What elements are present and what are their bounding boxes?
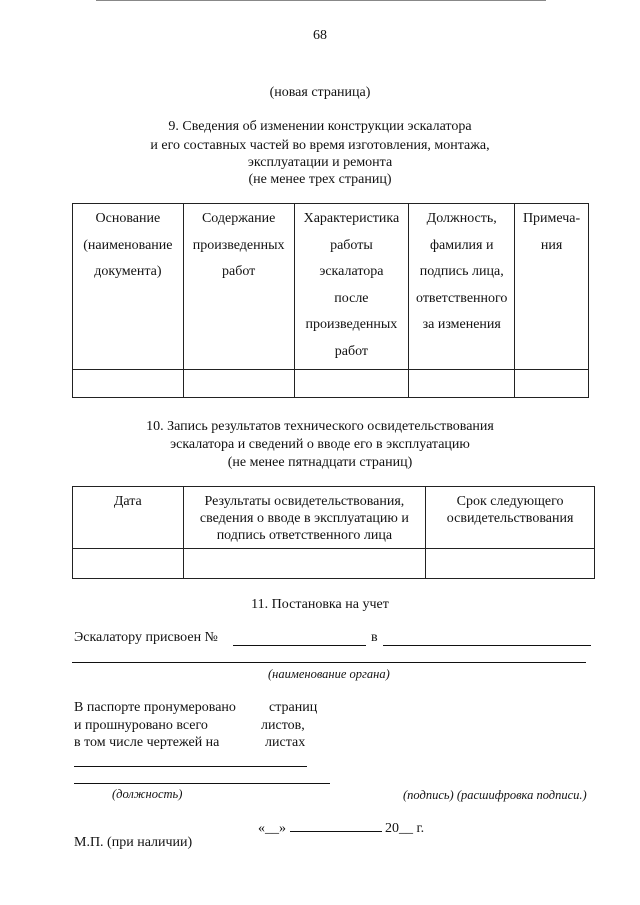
header-text: эскалатора bbox=[319, 264, 384, 279]
sheets-unit: листов, bbox=[261, 718, 305, 733]
drawings-label: в том числе чертежей на bbox=[74, 735, 220, 750]
header-text: освидетельствования bbox=[446, 511, 574, 526]
header-text: ответственного bbox=[416, 290, 508, 306]
table-cell[interactable] bbox=[409, 370, 515, 398]
header-cell-characteristic bbox=[294, 204, 409, 370]
header-text: работ bbox=[334, 343, 369, 359]
header-text: Дата bbox=[113, 494, 142, 509]
header-cell-notes bbox=[515, 204, 589, 370]
header-text: Характеристика bbox=[303, 211, 400, 226]
header-text: после bbox=[334, 290, 369, 306]
section9-title-line: эксплуатации и ремонта bbox=[247, 155, 393, 170]
position-line-2[interactable] bbox=[74, 768, 330, 784]
header-cell-basis bbox=[73, 204, 184, 370]
section9-title-line: 9. Сведения об изменении конструкции эскалатора bbox=[168, 119, 472, 134]
header-text: подпись ответственного лица bbox=[216, 528, 393, 543]
header-text: работы bbox=[330, 237, 373, 253]
section9-title-line: и его составных частей во время изготовления, монтажа, bbox=[150, 138, 490, 153]
header-cell-content bbox=[183, 204, 294, 370]
year-prefix: 20 bbox=[385, 821, 399, 836]
registration-number-field[interactable] bbox=[233, 630, 366, 646]
position-line-1[interactable] bbox=[74, 751, 307, 767]
section10-title-line: (не менее пятнадцати страниц) bbox=[227, 455, 413, 470]
position-caption: (должность) bbox=[112, 787, 183, 801]
year-field[interactable]: __ bbox=[399, 821, 413, 836]
inspection-table bbox=[72, 486, 595, 579]
header-text: ния bbox=[540, 237, 563, 253]
drawing-sheets-unit: листах bbox=[265, 735, 306, 750]
header-text: (наименование bbox=[83, 237, 173, 253]
changes-table bbox=[72, 203, 589, 398]
table-row bbox=[73, 549, 595, 579]
day-field[interactable]: __ bbox=[265, 821, 279, 836]
table-cell[interactable] bbox=[426, 549, 595, 579]
section11-title: 11. Постановка на учет bbox=[251, 597, 389, 612]
header-text: Срок следующего bbox=[456, 494, 564, 509]
date-close-quote: » bbox=[279, 821, 286, 836]
table-cell[interactable] bbox=[183, 370, 294, 398]
header-text: произведенных bbox=[192, 237, 285, 253]
assigned-number-label: Эскалатору присвоен № bbox=[74, 630, 218, 645]
header-cell-next-term bbox=[426, 487, 595, 549]
page-number: 68 bbox=[313, 28, 327, 43]
header-cell-results bbox=[183, 487, 426, 549]
table-row bbox=[73, 370, 589, 398]
pages-unit: страниц bbox=[269, 700, 318, 715]
header-text: документа) bbox=[94, 264, 162, 279]
section9-title-line: (не менее трех страниц) bbox=[248, 172, 392, 187]
header-text: Содержание bbox=[201, 211, 276, 226]
header-text: фамилия и bbox=[429, 237, 494, 253]
section10-title-line: эскалатора и сведений о вводе его в эксплуатацию bbox=[170, 437, 470, 452]
authority-name-field[interactable] bbox=[72, 647, 586, 663]
table-header-row bbox=[73, 204, 589, 370]
table-header-row bbox=[73, 487, 595, 549]
top-border-line bbox=[96, 0, 546, 1]
date-open-quote: « bbox=[258, 821, 265, 836]
header-text: подпись лица, bbox=[419, 264, 504, 279]
header-text: Должность, bbox=[426, 211, 497, 226]
header-text: Примеча- bbox=[522, 211, 581, 226]
registration-authority-field[interactable] bbox=[383, 630, 591, 646]
section10-title-line: 10. Запись результатов технического освидетельствования bbox=[146, 419, 494, 434]
header-text: произведенных bbox=[305, 317, 398, 332]
new-page-note: (новая страница) bbox=[269, 85, 371, 100]
date-line bbox=[258, 819, 424, 837]
table-cell[interactable] bbox=[73, 370, 184, 398]
table-cell[interactable] bbox=[294, 370, 409, 398]
signature-caption: (подпись) (расшифровка подписи.) bbox=[403, 788, 587, 802]
header-cell-position bbox=[409, 204, 515, 370]
passport-laced-label: и прошнуровано всего bbox=[74, 718, 208, 733]
table-cell[interactable] bbox=[183, 549, 426, 579]
passport-numbered-label: В паспорте пронумеровано bbox=[74, 700, 236, 715]
organ-caption: (наименование органа) bbox=[268, 667, 390, 681]
month-field[interactable] bbox=[290, 819, 382, 832]
header-cell-date bbox=[73, 487, 184, 549]
header-text: за изменения bbox=[422, 317, 501, 332]
stamp-place: М.П. (при наличии) bbox=[74, 835, 193, 850]
header-text: сведения о вводе в эксплуатацию и bbox=[199, 511, 409, 526]
header-text: Результаты освидетельствования, bbox=[204, 494, 405, 509]
header-text: работ bbox=[221, 264, 256, 279]
in-label: в bbox=[371, 630, 378, 645]
header-text: Основание bbox=[95, 211, 161, 226]
table-cell[interactable] bbox=[515, 370, 589, 398]
year-suffix: г. bbox=[416, 821, 425, 836]
table-cell[interactable] bbox=[73, 549, 184, 579]
